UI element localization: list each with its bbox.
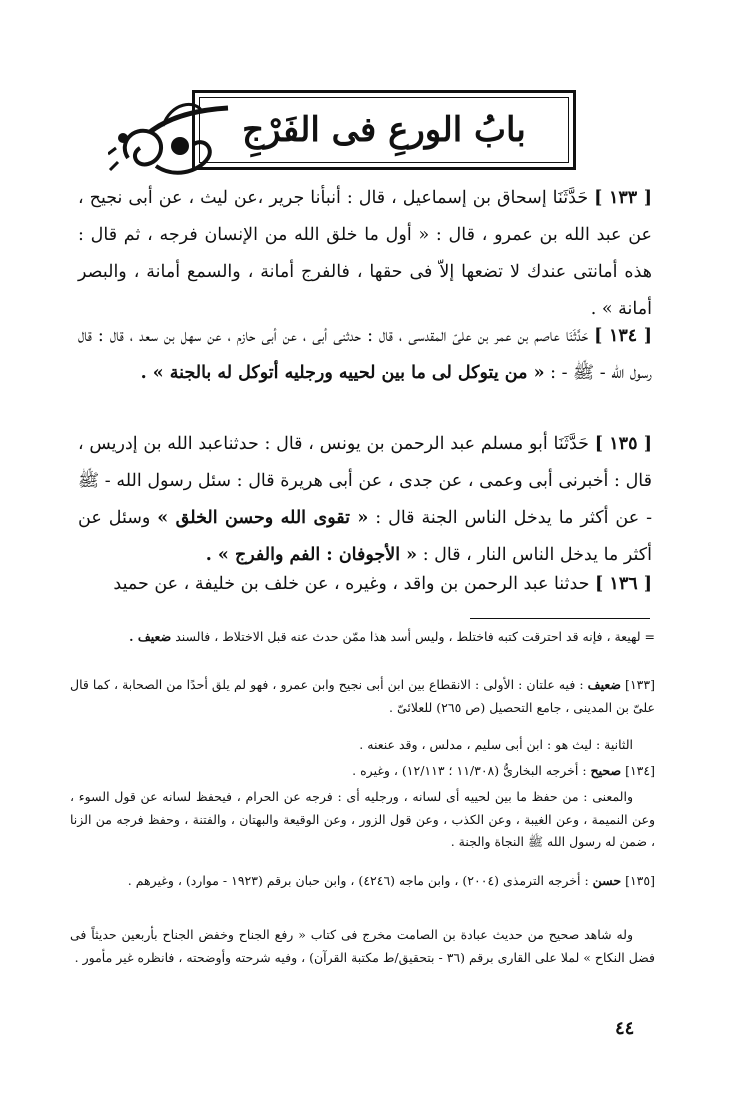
hadith-quote: « الأجوفان : الفم والفرج » . xyxy=(205,545,418,565)
hadith-text: وسئل عن أكثر ما يدخل الناس النار ، قال : xyxy=(78,508,652,565)
hadith-134 xyxy=(78,318,652,392)
hadith-text: حَدَّثَنَا أبو مسلم عبد الرحمن بن يونس ، قال : حدثناعبد الله بن إدريس ، قال : أخبرنى أبى وعمى ، عن جدى ، عن أبى هريرة قال : سئل رسول الله - ﷺ - عن أكثر ما يدخل الناس الجنة قال : xyxy=(78,434,652,528)
hadith-135 xyxy=(78,426,652,574)
footnote-135-witness: وله شاهد صحيح من حديث عبادة بن الصامت مخرج فى كتاب « رفع الجناح وخفض الجناح بأربعين حديثاً فى فضل النكاح » لملا على القارى برقم (٣٦ - بتحقيق/ط مكتبة القرآن) ، وفيه شرحته وأوضحته ، فانظره غير مأمور . xyxy=(70,927,655,965)
footnote-134: [١٣٤] صحيح : أخرجه البخارىُّ (١١/٣٠٨ ؛ ١٢/١١٣) ، وغيره . xyxy=(352,763,655,778)
hadith-136 xyxy=(78,566,652,603)
hadith-number: [ ١٣٥ ] xyxy=(594,434,653,454)
footnote-continuation: = لهيعة ، فإنه قد احترقت كتبه فاختلط ، وليس أسد هذا ممّن حدث عنه قبل الاختلاط ، فالسند ضعيف . xyxy=(129,629,655,644)
footnote-133-second: الثانية : ليث هو : ابن أبى سليم ، مدلس ، وقد عنعنه . xyxy=(359,737,633,752)
hadith-text: حدثنا عبد الرحمن بن واقد ، وغيره ، عن خلف بن خليفة ، عن حميد xyxy=(113,574,590,594)
hadith-quote: « تقوى الله وحسن الخلق » xyxy=(157,508,369,528)
footnote-133: [١٣٣] ضعيف : فيه علتان : الأولى : الانقطاع بين ابن أبى نجيح وابن عمرو ، فهو لم يلق أحدًا من الصحابة ، كما قال علىّ بن المدينى ، جامع التحصيل (ص ٢٦٥) للعلائىّ . xyxy=(70,677,655,715)
footnote-135: [١٣٥] حسن : أخرجه الترمذى (٢٠٠٤) ، وابن ماجه (٤٢٤٦) ، وابن حبان برقم (١٩٢٣ - موارد) ، وغيرهم . xyxy=(127,873,655,888)
footnote-134-meaning: والمعنى : من حفظ ما بين لحييه أى لسانه ، ورجليه أى : فرجه عن الحرام ، فيحفظ لسانه عن قول السوء ، وعن النميمة ، وعن الغيبة ، وعن الكذب ، وعن قول الزور ، وعن الوقيعة والبهتان ، والفتنة ، وحفظ فرجه من الزنا ، ضمن له رسول الله ﷺ النجاة والجنة . xyxy=(70,789,655,849)
grade-label: حسن xyxy=(592,873,622,888)
grade-label: صحيح xyxy=(590,763,622,778)
hadith-text: حَدَّثَنَا إسحاق بن إسماعيل ، قال : أنبأنا جرير ،عن ليث ، عن أبى نجيح ، عن عبد الله بن عمرو ، قال : « أول ما خلق الله من الإنسان فرجه ، ثم قال : هذه أمانتى عندك لا تضعها إلاّ فى حقها ، فالفرج أمانة ، والسمع أمانة ، والبصر أمانة » . xyxy=(78,188,652,319)
hadith-number: [ ١٣٤ ] xyxy=(594,326,652,346)
hadith-number: [ ١٣٣ ] xyxy=(594,188,652,208)
grade-label: ضعيف xyxy=(587,677,621,692)
chapter-title-frame xyxy=(192,90,576,170)
hadith-number: [ ١٣٦ ] xyxy=(595,574,652,594)
hadith-133 xyxy=(78,180,652,328)
page-number: ٤٤ xyxy=(615,1018,635,1039)
hadith-text: حَدَّثَنَا عاصم بن عمر بن علىّ المقدسى ، قال : حدثنى أبى ، عن أبى حازم ، عن سهل بن سعد ، قال : قال رسول الله - ﷺ - : xyxy=(78,326,652,383)
hadith-quote: « من يتوكل لى ما بين لحييه ورجليه أتوكل له بالجنة » . xyxy=(140,363,545,383)
footnote-divider xyxy=(470,618,650,619)
chapter-title: بابُ الورعِ فى الفَرْجِ xyxy=(242,110,526,150)
